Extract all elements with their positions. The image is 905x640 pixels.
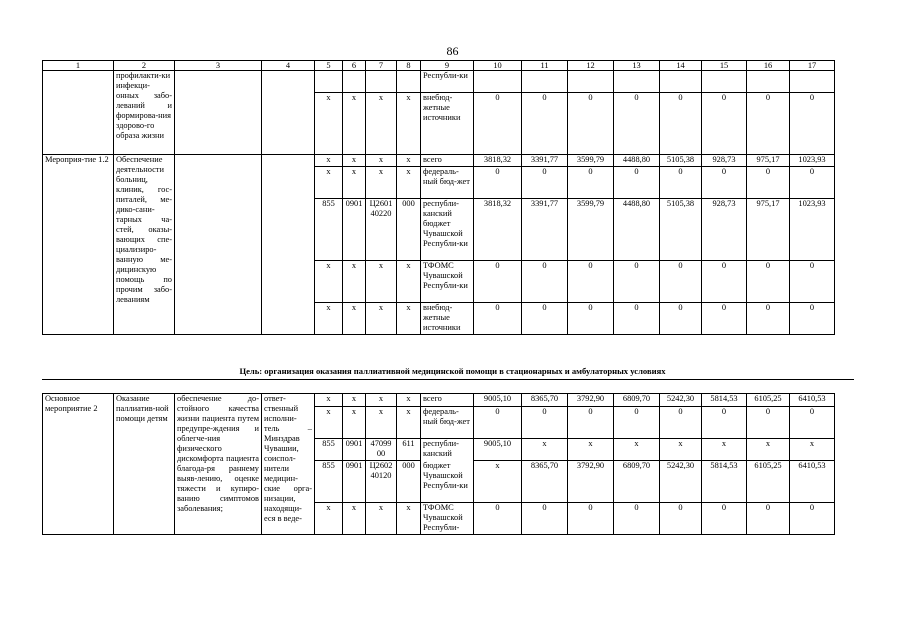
table-row — [43, 394, 835, 407]
funding-source: ТФОМС Чувашской Республи- — [421, 503, 474, 535]
amount: 0 — [660, 303, 702, 335]
col-number: 12 — [568, 61, 614, 71]
amount: х — [522, 439, 568, 461]
amount: 0 — [522, 93, 568, 155]
amount: 3391,77 — [522, 199, 568, 261]
code-grbs: х — [315, 394, 343, 407]
amount: 0 — [747, 407, 790, 439]
code-type: х — [397, 155, 421, 167]
amount: 6410,53 — [790, 461, 835, 503]
col-number: 2 — [114, 61, 175, 71]
amount: 0 — [702, 303, 747, 335]
amount: 0 — [474, 303, 522, 335]
funding-source: бюджет Чувашской Республи-ки — [421, 461, 474, 503]
amount: 5814,53 — [702, 461, 747, 503]
activity-name-cont: профилакти-ки инфекци-онных забо-леваний и формирова-ния здорово-го образа жизни — [114, 71, 175, 155]
amount: 3792,90 — [568, 394, 614, 407]
funding-source: внебюд-жетные источники — [421, 93, 474, 155]
amount: 9005,10 — [474, 394, 522, 407]
cell-empty — [262, 155, 315, 335]
col-number: 16 — [747, 61, 790, 71]
cell-empty — [568, 71, 614, 93]
col-number: 4 — [262, 61, 315, 71]
amount: 0 — [522, 503, 568, 535]
cell-empty — [366, 71, 397, 93]
amount: 3818,32 — [474, 199, 522, 261]
activity-number: Основное мероприятие 2 — [43, 394, 114, 535]
col-number: 14 — [660, 61, 702, 71]
funding-source: всего — [421, 394, 474, 407]
amount: 0 — [702, 407, 747, 439]
code-target: х — [366, 167, 397, 199]
code-grbs: х — [315, 407, 343, 439]
code-section: х — [343, 155, 366, 167]
col-number: 15 — [702, 61, 747, 71]
code-target: х — [366, 503, 397, 535]
code-section: х — [343, 303, 366, 335]
code-grbs: х — [315, 93, 343, 155]
cell-empty — [343, 71, 366, 93]
code-section: х — [343, 407, 366, 439]
amount: 0 — [747, 261, 790, 303]
amount: 5242,30 — [660, 461, 702, 503]
col-number: 13 — [614, 61, 660, 71]
amount: 6105,25 — [747, 394, 790, 407]
funding-source: Республи-ки — [421, 71, 474, 93]
funding-source: всего — [421, 155, 474, 167]
amount: 4488,80 — [614, 199, 660, 261]
amount: 0 — [614, 167, 660, 199]
table-row — [43, 155, 835, 167]
code-section: х — [343, 93, 366, 155]
code-type: х — [397, 167, 421, 199]
amount: 0 — [790, 503, 835, 535]
funding-source: республи-канский — [421, 439, 474, 461]
amount: 0 — [614, 407, 660, 439]
amount: 0 — [747, 167, 790, 199]
amount: 0 — [660, 407, 702, 439]
col-number: 17 — [790, 61, 835, 71]
amount: 1023,93 — [790, 155, 835, 167]
amount: 5814,53 — [702, 394, 747, 407]
code-type: х — [397, 303, 421, 335]
cell-empty — [790, 71, 835, 93]
code-type: х — [397, 394, 421, 407]
code-target: х — [366, 407, 397, 439]
cell-empty — [702, 71, 747, 93]
code-type: 611 — [397, 439, 421, 461]
amount: 9005,10 — [474, 439, 522, 461]
amount: 3792,90 — [568, 461, 614, 503]
amount: 0 — [568, 503, 614, 535]
amount: 0 — [474, 167, 522, 199]
amount: 0 — [702, 261, 747, 303]
amount: 0 — [790, 303, 835, 335]
funding-source: внебюд-жетные источники — [421, 303, 474, 335]
amount: 928,73 — [702, 155, 747, 167]
code-section: х — [343, 261, 366, 303]
code-type: х — [397, 93, 421, 155]
code-type: 000 — [397, 461, 421, 503]
amount: 0 — [614, 303, 660, 335]
amount: 0 — [790, 407, 835, 439]
amount: 5242,30 — [660, 394, 702, 407]
amount: 0 — [568, 93, 614, 155]
code-grbs: 855 — [315, 439, 343, 461]
code-section: х — [343, 167, 366, 199]
amount: 0 — [474, 93, 522, 155]
code-type: х — [397, 407, 421, 439]
code-section: 0901 — [343, 199, 366, 261]
amount: 0 — [790, 93, 835, 155]
amount: 0 — [474, 407, 522, 439]
amount: 0 — [522, 261, 568, 303]
activity-name: Обеспечение деятельности больниц, клиник, гос-питалей, ме-дико-сани-тарных ча-стей, оказы-вающих спе-циализиро-ванную ме-дицинскую помощь по прочим забо-леваниям — [114, 155, 175, 335]
amount: 0 — [790, 167, 835, 199]
budget-table-palliative — [42, 393, 835, 535]
amount: 0 — [790, 261, 835, 303]
col-number: 10 — [474, 61, 522, 71]
amount: х — [747, 439, 790, 461]
amount: 6105,25 — [747, 461, 790, 503]
code-grbs: 855 — [315, 461, 343, 503]
amount: х — [702, 439, 747, 461]
amount: 8365,70 — [522, 394, 568, 407]
col-number: 3 — [175, 61, 262, 71]
code-grbs: х — [315, 303, 343, 335]
amount: 5105,38 — [660, 199, 702, 261]
col-number: 5 — [315, 61, 343, 71]
amount: 3818,32 — [474, 155, 522, 167]
code-target: 47099 00 — [366, 439, 397, 461]
amount: 0 — [702, 503, 747, 535]
code-type: 000 — [397, 199, 421, 261]
code-target: х — [366, 303, 397, 335]
cell-empty — [660, 71, 702, 93]
funding-source: республи-канский бюджет Чувашской Республи-ки — [421, 199, 474, 261]
amount: 4488,80 — [614, 155, 660, 167]
cell-empty — [522, 71, 568, 93]
amount: 0 — [747, 303, 790, 335]
amount: 0 — [568, 407, 614, 439]
amount: 8365,70 — [522, 461, 568, 503]
col-number: 7 — [366, 61, 397, 71]
cell-empty — [614, 71, 660, 93]
amount: 975,17 — [747, 155, 790, 167]
code-grbs: 855 — [315, 199, 343, 261]
amount: 0 — [522, 407, 568, 439]
code-target: Ц2601 40220 — [366, 199, 397, 261]
table-row — [43, 71, 835, 93]
goal-heading: Цель: организация оказания паллиативной медицинской помощи в стационарных и амбулаторных условиях — [239, 366, 666, 376]
col-number: 9 — [421, 61, 474, 71]
funding-source: федераль-ный бюд-жет — [421, 407, 474, 439]
code-section: 0901 — [343, 439, 366, 461]
amount: х — [790, 439, 835, 461]
col-number: 6 — [343, 61, 366, 71]
amount: 0 — [702, 167, 747, 199]
amount: 0 — [522, 167, 568, 199]
amount: 0 — [747, 503, 790, 535]
amount: 6410,53 — [790, 394, 835, 407]
amount: 0 — [702, 93, 747, 155]
code-target: х — [366, 394, 397, 407]
cell-empty — [175, 71, 262, 155]
cell-empty — [175, 155, 262, 335]
code-target: х — [366, 93, 397, 155]
amount: 1023,93 — [790, 199, 835, 261]
funding-source: федераль-ный бюд-жет — [421, 167, 474, 199]
code-section: 0901 — [343, 461, 366, 503]
budget-table-main — [42, 60, 835, 335]
activity-name: Оказание паллиатив-ной помощи детям — [114, 394, 175, 535]
activity-description: обеспечение до-стойного качества жизни пациента путем предупре-ждения и облегче-ния физического дискомфорта пациента благода-ря раннему выяв-лению, оценке тяжести и купиро-ванию симптомов заболевания; — [175, 394, 262, 535]
goal-separator-line — [42, 379, 854, 380]
amount: 0 — [660, 503, 702, 535]
cell-empty — [43, 71, 114, 155]
amount: 0 — [522, 303, 568, 335]
amount: х — [474, 461, 522, 503]
col-number: 8 — [397, 61, 421, 71]
amount: 6809,70 — [614, 461, 660, 503]
col-number: 1 — [43, 61, 114, 71]
amount: х — [614, 439, 660, 461]
code-type: х — [397, 503, 421, 535]
activity-number: Мероприя-тие 1.2 — [43, 155, 114, 335]
amount: х — [568, 439, 614, 461]
code-target: Ц2602 40120 — [366, 461, 397, 503]
code-grbs: х — [315, 261, 343, 303]
amount: 5105,38 — [660, 155, 702, 167]
cell-empty — [474, 71, 522, 93]
amount: 0 — [614, 503, 660, 535]
amount: 0 — [660, 261, 702, 303]
cell-empty — [262, 71, 315, 155]
amount: 0 — [660, 167, 702, 199]
amount: 0 — [660, 93, 702, 155]
amount: 0 — [614, 93, 660, 155]
amount: 6809,70 — [614, 394, 660, 407]
code-grbs: х — [315, 155, 343, 167]
funding-source: ТФОМС Чувашской Республи-ки — [421, 261, 474, 303]
code-target: х — [366, 261, 397, 303]
amount: х — [660, 439, 702, 461]
amount: 975,17 — [747, 199, 790, 261]
amount: 0 — [614, 261, 660, 303]
amount: 0 — [747, 93, 790, 155]
amount: 3599,79 — [568, 155, 614, 167]
column-number-row — [43, 61, 835, 71]
cell-empty — [315, 71, 343, 93]
col-number: 11 — [522, 61, 568, 71]
amount: 0 — [568, 303, 614, 335]
amount: 0 — [474, 503, 522, 535]
amount: 3391,77 — [522, 155, 568, 167]
amount: 0 — [568, 167, 614, 199]
amount: 0 — [568, 261, 614, 303]
code-grbs: х — [315, 503, 343, 535]
code-section: х — [343, 394, 366, 407]
code-target: х — [366, 155, 397, 167]
cell-empty — [747, 71, 790, 93]
code-type: х — [397, 261, 421, 303]
amount: 3599,79 — [568, 199, 614, 261]
cell-empty — [397, 71, 421, 93]
responsible-executor: ответ-ственный исполни-тель – Минздрав Чувашии, соиспол-нители медицин-ские орга-низации, находящи-еся в веде- — [262, 394, 315, 535]
amount: 0 — [474, 261, 522, 303]
code-section: х — [343, 503, 366, 535]
amount: 928,73 — [702, 199, 747, 261]
code-grbs: х — [315, 167, 343, 199]
page-number: 86 — [446, 44, 459, 58]
